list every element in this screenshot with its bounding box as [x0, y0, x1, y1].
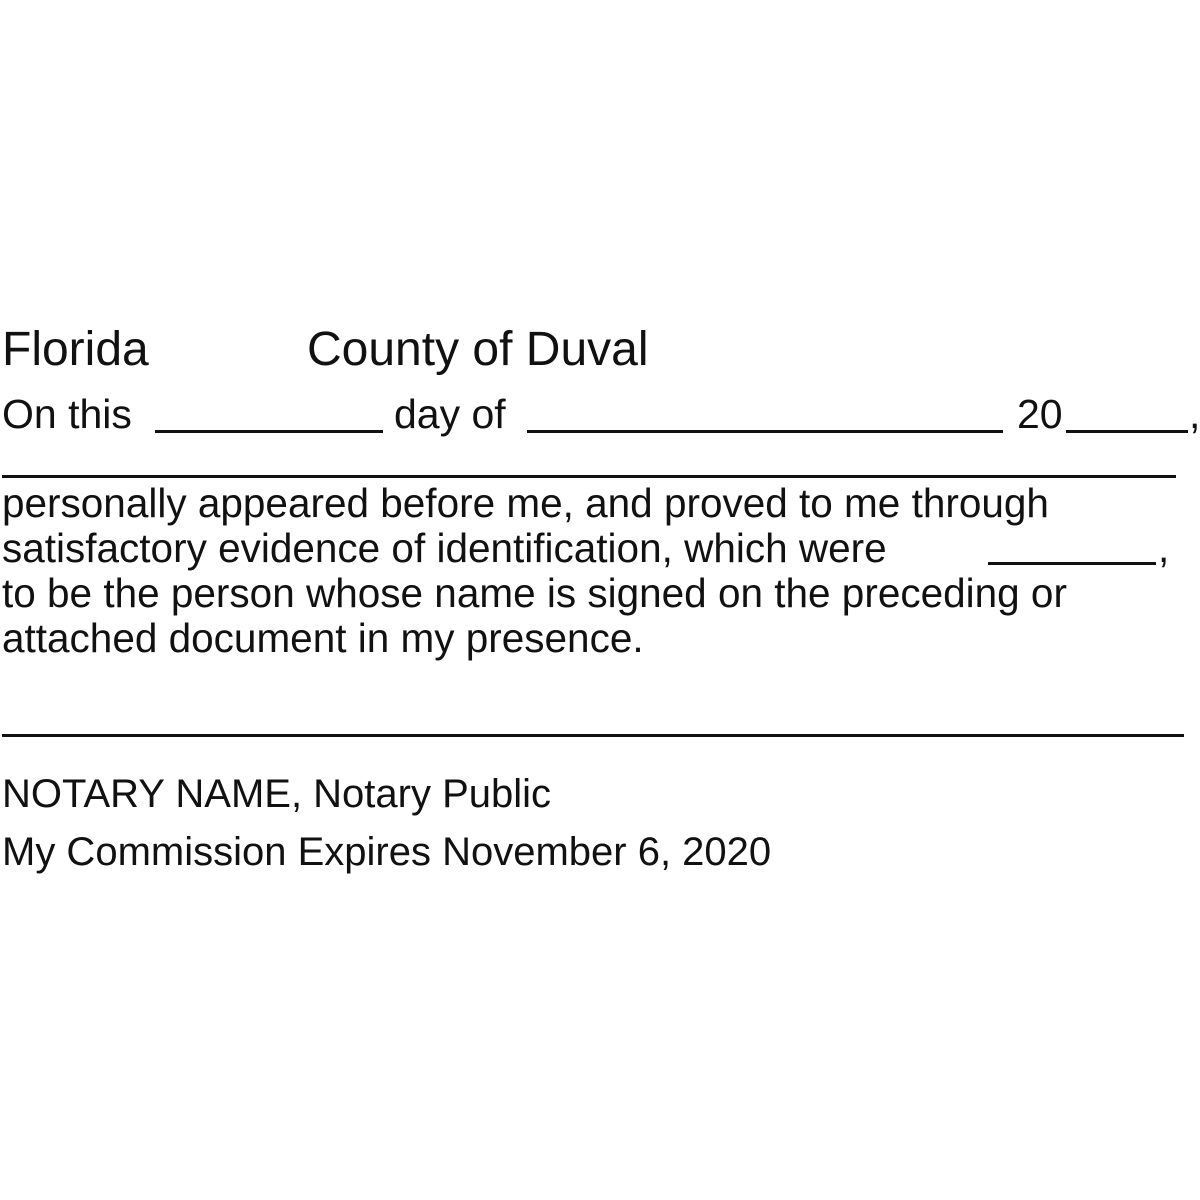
notary-name-line: NOTARY NAME, Notary Public	[2, 772, 552, 816]
body-line-3: to be the person whose name is signed on the preceding or	[2, 570, 1067, 616]
signer-name-blank-line	[2, 475, 1176, 478]
identification-blank-line	[988, 562, 1156, 565]
date-trailing-comma: ,	[1189, 391, 1200, 437]
day-of-label: day of	[394, 391, 506, 437]
state-name: Florida	[2, 323, 149, 376]
body-line-2: satisfactory evidence of identification, which were	[2, 525, 887, 571]
year-prefix: 20	[1017, 391, 1063, 437]
on-this-label: On this	[2, 391, 132, 437]
county-name: County of Duval	[307, 323, 649, 376]
year-blank-line	[1066, 430, 1188, 433]
body-line-4: attached document in my presence.	[2, 615, 644, 661]
body-line-1: personally appeared before me, and proved to me through	[2, 480, 1049, 526]
month-blank-line	[527, 430, 1003, 433]
body-line-2-comma: ,	[1158, 525, 1170, 571]
day-blank-line	[155, 430, 383, 433]
notary-signature-line	[2, 734, 1184, 737]
commission-expiry-line: My Commission Expires November 6, 2020	[2, 830, 772, 874]
